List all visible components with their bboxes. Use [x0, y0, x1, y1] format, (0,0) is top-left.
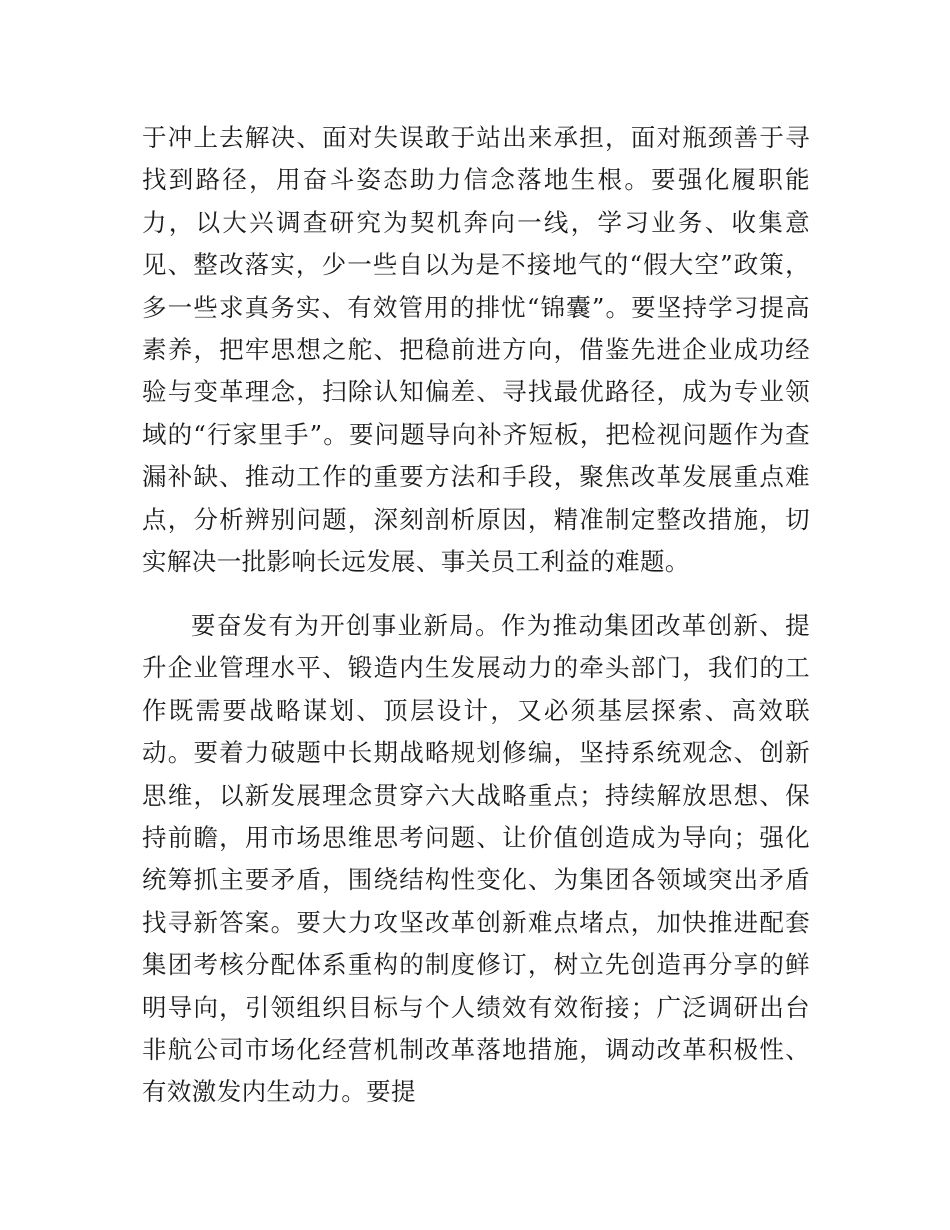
body-paragraph-continued: 于冲上去解决、面对失误敢于站出来承担，面对瓶颈善于寻找到路径，用奋斗姿态助力信念落地生根。要强化履职能力，以大兴调查研究为契机奔向一线，学习业务、收集意见、整改落实，少一些自以为是不接地气的“假大空”政策，多一些求真务实、有效管用的排忧“锦囊”。要坚持学习提高素养，把牢思想之舵、把稳前进方向，借鉴先进企业成功经验与变革理念，扫除认知偏差、寻找最优路径，成为专业领域的“行家里手”。要问题导向补齐短板，把检视问题作为查漏补缺、推动工作的重要方法和手段，聚焦改革发展重点难点，分析辨别问题，深刻剖析原因，精准制定整改措施，切实解决一批影响长远发展、事关员工利益的难题。 — [142, 123, 810, 577]
body-paragraph: 要奋发有为开创事业新局。作为推动集团改革创新、提升企业管理水平、锻造内生发展动力的牵头部门，我们的工作既需要战略谋划、顶层设计，又必须基层探索、高效联动。要着力破题中长期战略规划修编，坚持系统观念、创新思维，以新发展理念贯穿六大战略重点；持续解放思想、保持前瞻，用市场思维思考问题、让价值创造成为导向；强化统筹抓主要矛盾，围绕结构性变化、为集团各领域突出矛盾找寻新答案。要大力攻坚改革创新难点堵点，加快推进配套集团考核分配体系重构的制度修订，树立先创造再分享的鲜明导向，引领组织目标与个人绩效有效衔接；广泛调研出台非航公司市场化经营机制改革落地措施，调动改革积极性、有效激发内生动力。要提 — [142, 611, 810, 1107]
